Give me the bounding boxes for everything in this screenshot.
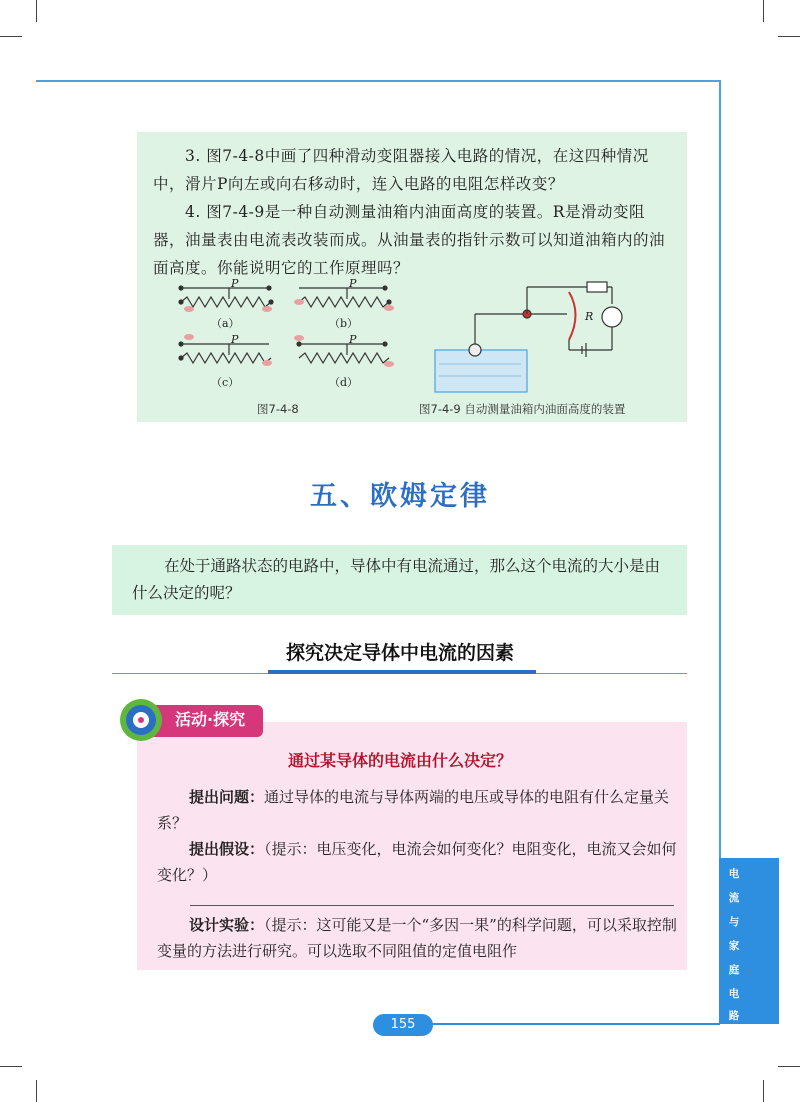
crop-mark [778,36,800,37]
side-tab-char: 家 [728,940,740,952]
intro-box [112,545,687,615]
label-p-b: P [349,277,357,290]
label-p-d: P [349,333,357,346]
crop-mark [763,1080,764,1102]
label-b: （b） [329,317,359,330]
label-r: R [585,310,594,323]
crop-mark [0,1066,22,1067]
subsection-title: 探究决定导体中电流的因素 [285,642,514,664]
label-a: （a） [211,317,240,330]
crop-mark [0,36,22,37]
design-experiment-label: 设计实验： [189,916,265,934]
hypothesis-label: 提出假设： [189,840,265,858]
side-tab-char: 电 [728,988,740,1000]
side-tab-char: 路 [728,1010,740,1022]
crop-mark [36,1080,37,1102]
crop-mark [36,0,37,22]
crop-mark [778,1066,800,1067]
page-number: 155 [373,1014,433,1036]
exercise-3: 3. 图7-4-8中画了四种滑动变阻器接入电路的情况，在这四种情况中，滑片P向左或向右移动时，连入电路的电阻怎样改变？ [153,147,649,193]
page-frame-top [36,80,720,82]
label-p-c: P [231,333,239,346]
figure-caption-9: 图7-4-9 自动测量油箱内油面高度的装置 [419,402,626,416]
hypothesis-text: （提示：电压变化，电流会如何变化？电阻变化，电流又会如何变化？） [157,840,677,884]
footer-rule [430,1023,720,1025]
label-p-a: P [231,277,239,290]
label-c: （c） [211,376,240,389]
rheostat-c [179,342,271,363]
crop-mark [763,0,764,22]
design-experiment [157,912,677,964]
chapter-side-tab [719,858,779,1024]
side-tab-char: 流 [728,892,740,904]
design-experiment-text: （提示：这可能又是一个“多因一果”的科学问题，可以采取控制变量的方法进行研究。可以选取不同阻值的定值电阻作 [157,916,677,960]
rheostat-b [297,286,391,307]
exercise-4: 4. 图7-4-9是一种自动测量油箱内油面高度的装置。R是滑动变阻器，油量表由电流表改装而成。从油量表的指针示数可以知道油箱内的油面高度。你能说明它的工作原理吗？ [153,203,666,277]
side-tab-char: 电 [728,868,740,880]
figure-caption-8: 图7-4-8 [257,402,299,416]
intro-text: 在处于通路状态的电路中，导体中有电流通过，那么这个电流的大小是由什么决定的呢？ [132,557,661,602]
hypothesis [157,836,677,888]
side-tab-char: 与 [728,916,740,928]
subsection-underline [268,670,536,674]
activity-question: 通过某导体的电流由什么决定？ [287,751,512,770]
exercise-box [137,132,687,422]
pose-question-label: 提出问题： [189,788,265,806]
rheostat-d [297,342,389,363]
pose-question-text: 通过导体的电流与导体两端的电压或导体的电阻有什么定量关系？ [157,788,670,832]
label-d: （d） [329,376,359,389]
activity-badge-label: 活动·探究 [175,710,246,729]
oil-tank-apparatus [435,282,622,392]
figure-diagrams [137,132,687,422]
side-tab-char: 庭 [728,964,740,976]
section-title: 五、欧姆定律 [310,481,490,512]
pose-question [157,784,677,836]
answer-line [190,905,674,906]
rheostat-a [179,286,273,307]
